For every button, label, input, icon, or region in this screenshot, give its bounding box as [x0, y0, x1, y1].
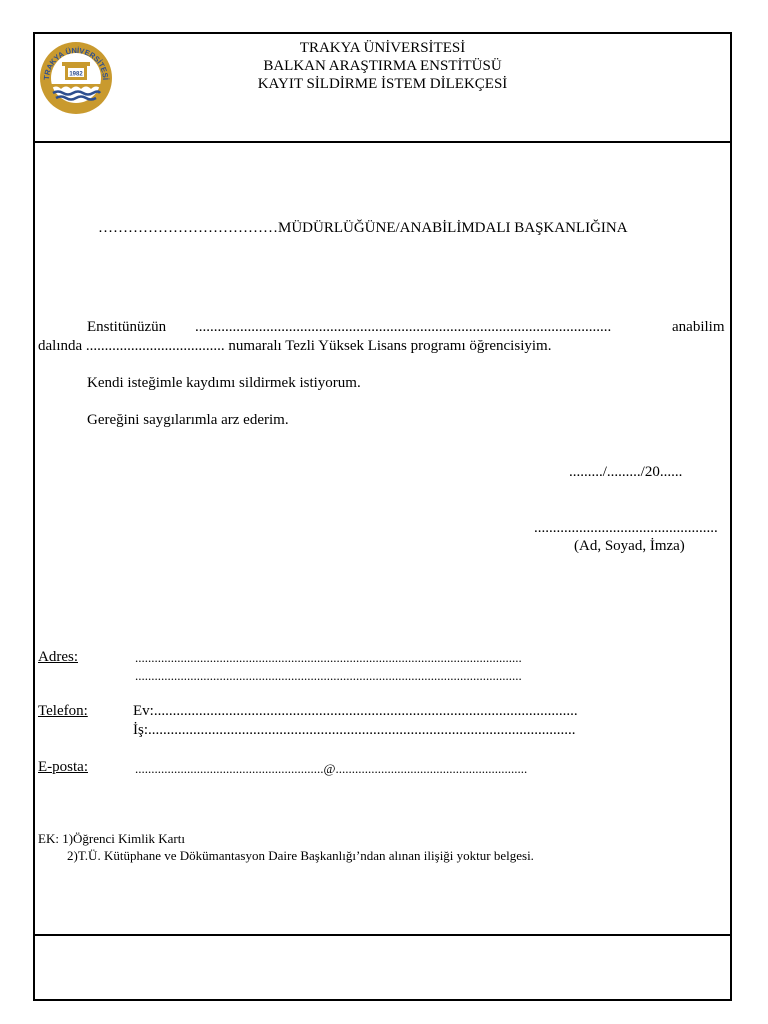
phone-home: Ev:................................................................................................................. — [133, 703, 578, 719]
paragraph-anabilim: anabilim — [672, 319, 725, 335]
address-label: Adres: — [38, 649, 78, 665]
address-line-2: ....................................................................................................................... — [135, 668, 522, 683]
attachment-2: 2)T.Ü. Kütüphane ve Dökümantasyon Daire Başkanlığı’ndan alınan ilişiği yoktur belgesi. — [67, 848, 534, 863]
paragraph-start: Enstitünüzün — [87, 319, 167, 335]
footer-divider — [35, 934, 730, 936]
phone-label: Telefon: — [38, 703, 88, 719]
department-dots: ............................................................................................................... — [195, 319, 612, 335]
attachment-1: EK: 1)Öğrenci Kimlik Kartı — [38, 831, 185, 846]
email-line: ..........................................................@........................................................... — [135, 761, 528, 776]
signature-label: (Ad, Soyad, İmza) — [574, 538, 685, 554]
request-sentence: Kendi isteğimle kaydımı sildirmek istiyorum. — [87, 375, 361, 391]
addressee-line: ………………………………MÜDÜRLÜĞÜNE/ANABİLİMDALI BAŞKANLIĞINA — [98, 220, 628, 236]
closing-sentence: Gereğini saygılarımla arz ederim. — [87, 412, 289, 428]
logo-ring-text: TRAKYA ÜNİVERSİTESİ — [41, 45, 111, 81]
phone-work: İş:.................................................................................................................. — [133, 722, 576, 738]
university-name: TRAKYA ÜNİVERSİTESİ — [299, 40, 466, 56]
signature-dots: ................................................. — [534, 520, 718, 536]
institute-name: BALKAN ARAŞTIRMA ENSTİTÜSÜ — [263, 58, 502, 74]
paragraph-line2: dalında ..................................... numaralı Tezli Yüksek Lisans programı öğrencisiyim. — [38, 338, 552, 354]
address-line-1: ....................................................................................................................... — [135, 650, 522, 665]
header-divider — [35, 141, 730, 143]
date-field: ........./........./20...... — [569, 464, 683, 480]
logo-year: 1982 — [69, 71, 83, 78]
form-frame — [33, 32, 732, 1001]
document-title: KAYIT SİLDİRME İSTEM DİLEKÇESİ — [257, 76, 508, 92]
email-label: E-posta: — [38, 759, 88, 775]
header-titles — [35, 39, 730, 93]
